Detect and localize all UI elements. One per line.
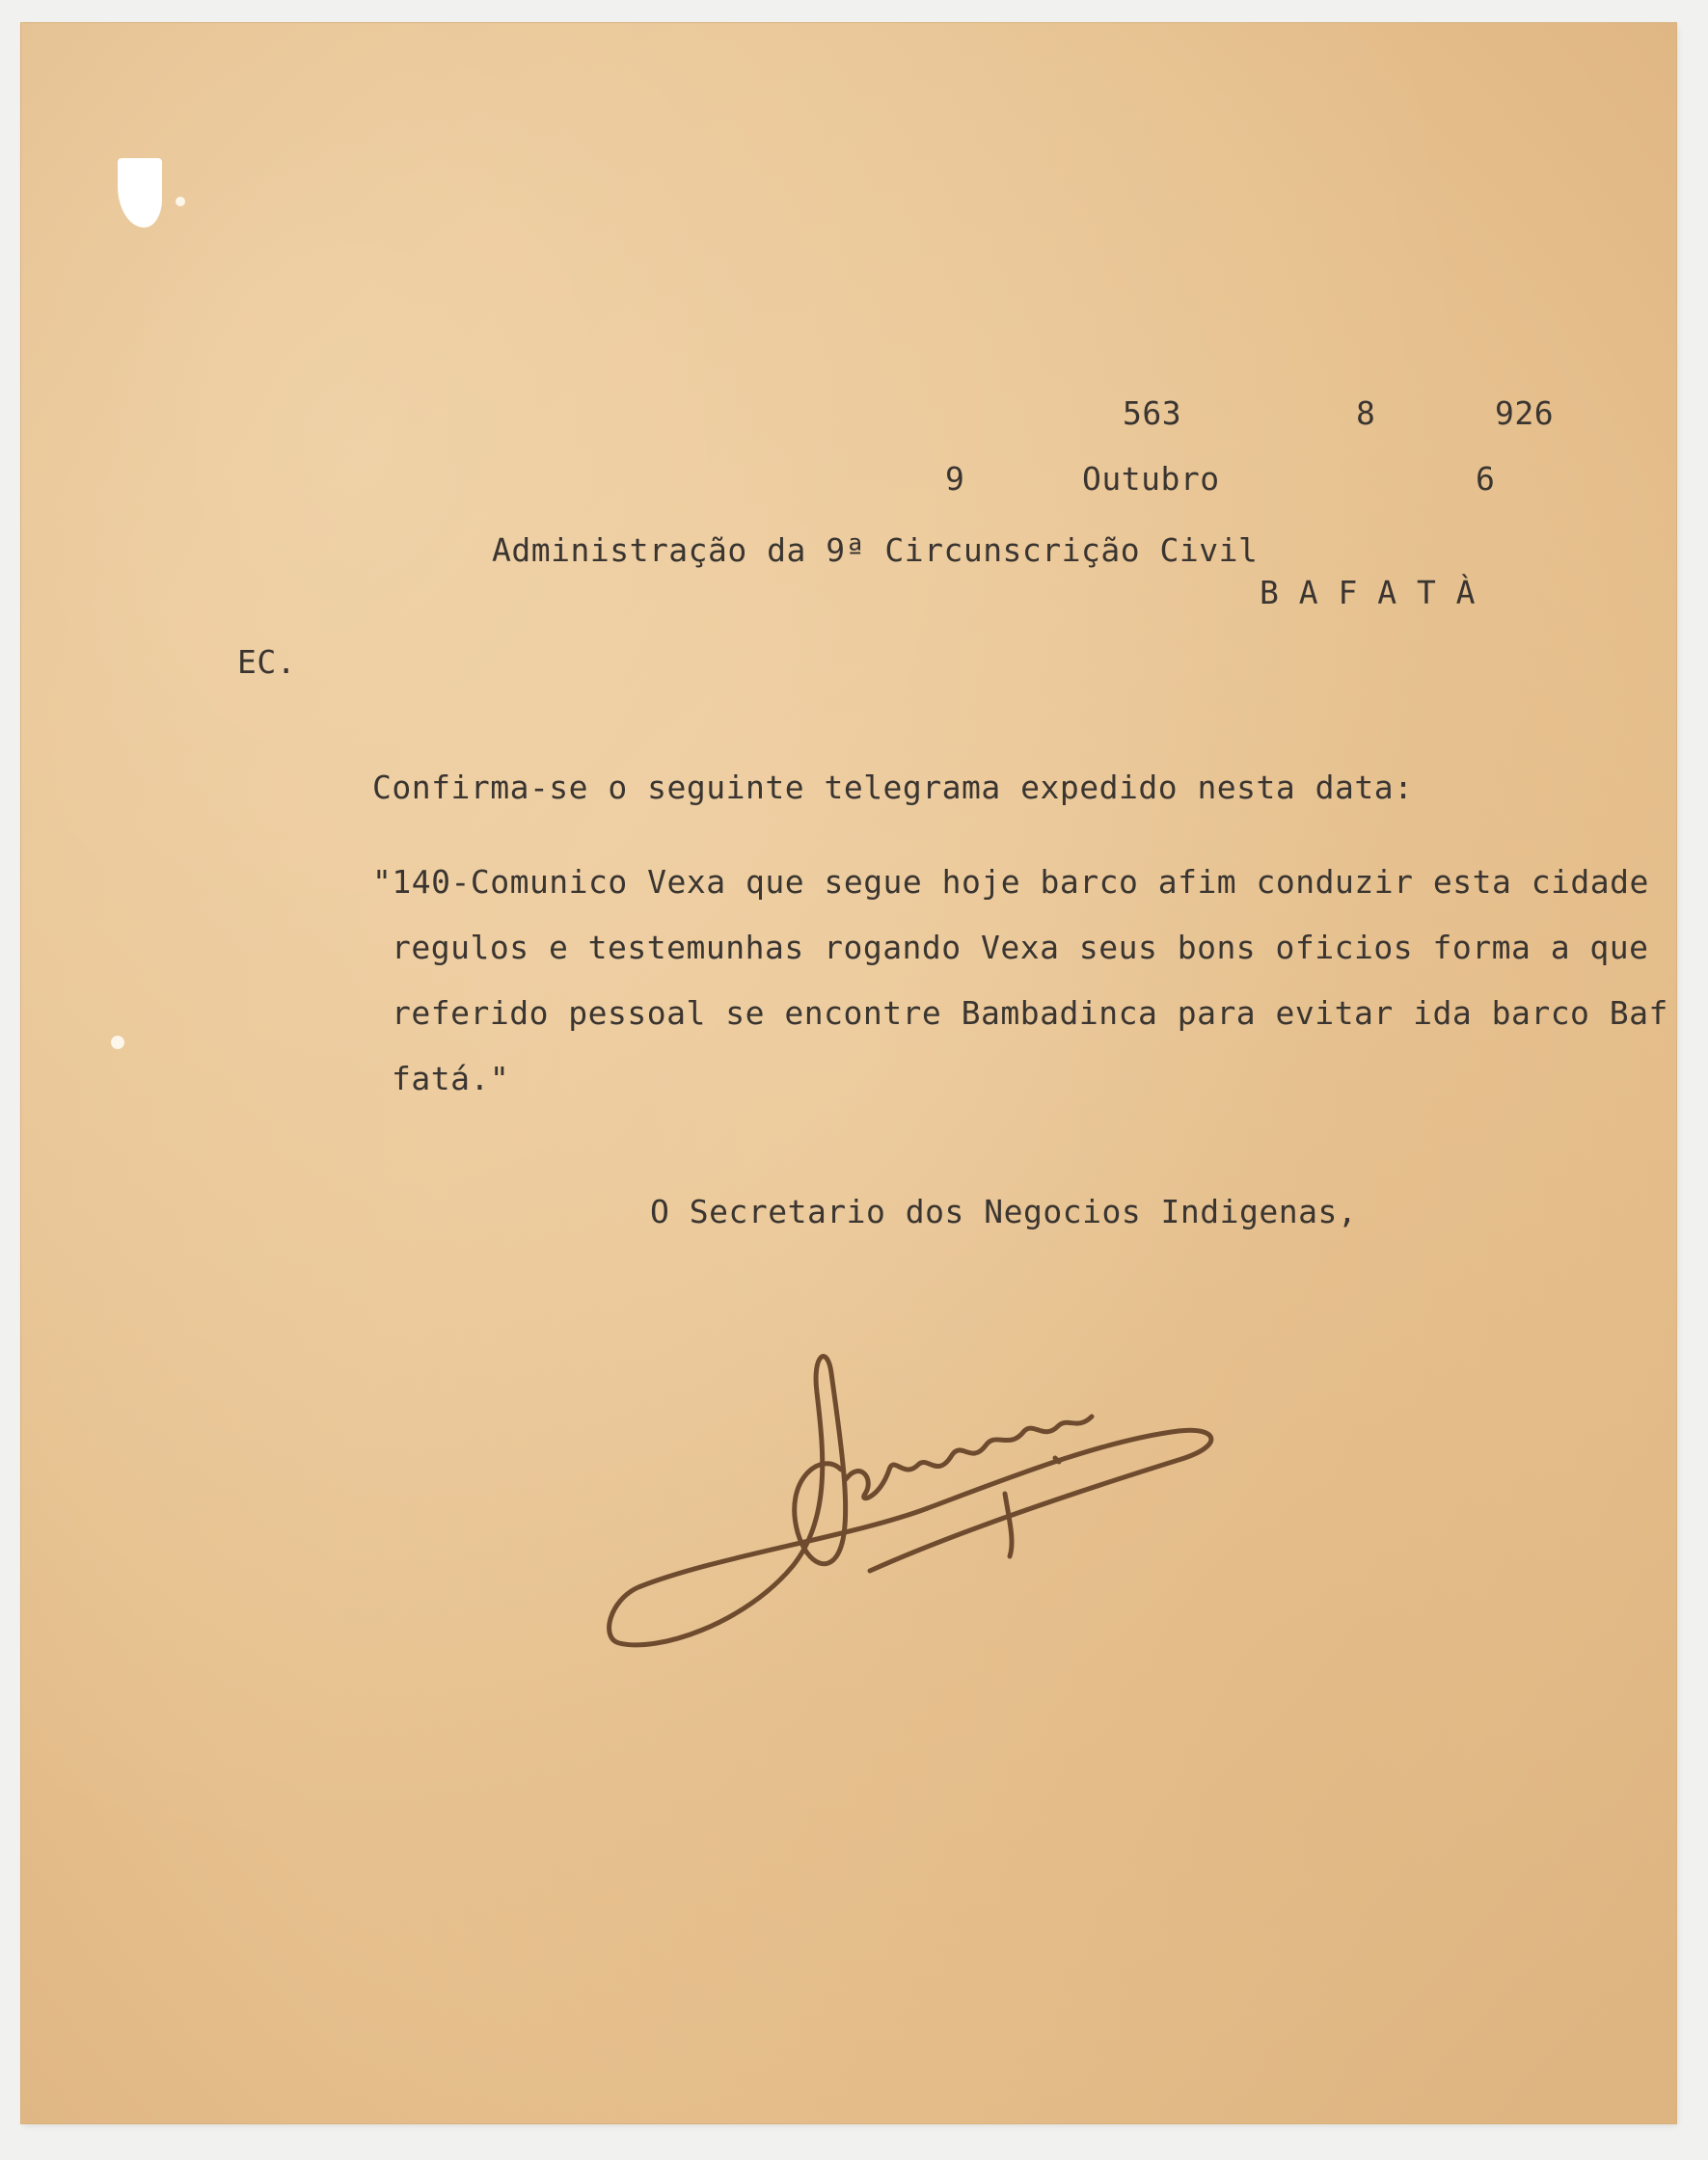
closing-title: O Secretario dos Negocios Indigenas,: [650, 1193, 1358, 1230]
telegram-line: "140-Comunico Vexa que segue hoje barco afim conduzir esta cidade: [372, 863, 1649, 901]
salutation: EC.: [237, 643, 297, 681]
date-year: 6: [1476, 460, 1496, 498]
paper-speck: [111, 1036, 124, 1049]
telegram-line: regulos e testemunhas rogando Vexa seus bons oficios forma a que: [392, 929, 1649, 966]
handwritten-signature: [600, 1335, 1294, 1682]
date-month: Outubro: [1082, 460, 1220, 498]
paper-tear: [118, 158, 162, 228]
telegram-line: referido pessoal se encontre Bambadinca para evitar ida barco Baf: [392, 994, 1668, 1032]
ref-year: 926: [1495, 394, 1555, 432]
addressee-office: Administração da 9ª Circunscrição Civil: [492, 531, 1259, 569]
addressee-place: B A F A T À: [1260, 574, 1477, 611]
document-sheet: [21, 23, 1676, 2123]
ref-book: 8: [1356, 394, 1376, 432]
body-intro: Confirma-se o seguinte telegrama expedido nesta data:: [372, 769, 1414, 806]
date-day: 9: [945, 460, 965, 498]
telegram-line: fatá.": [392, 1060, 510, 1097]
ref-number: 563: [1123, 394, 1182, 432]
paper-speck: [176, 197, 185, 206]
